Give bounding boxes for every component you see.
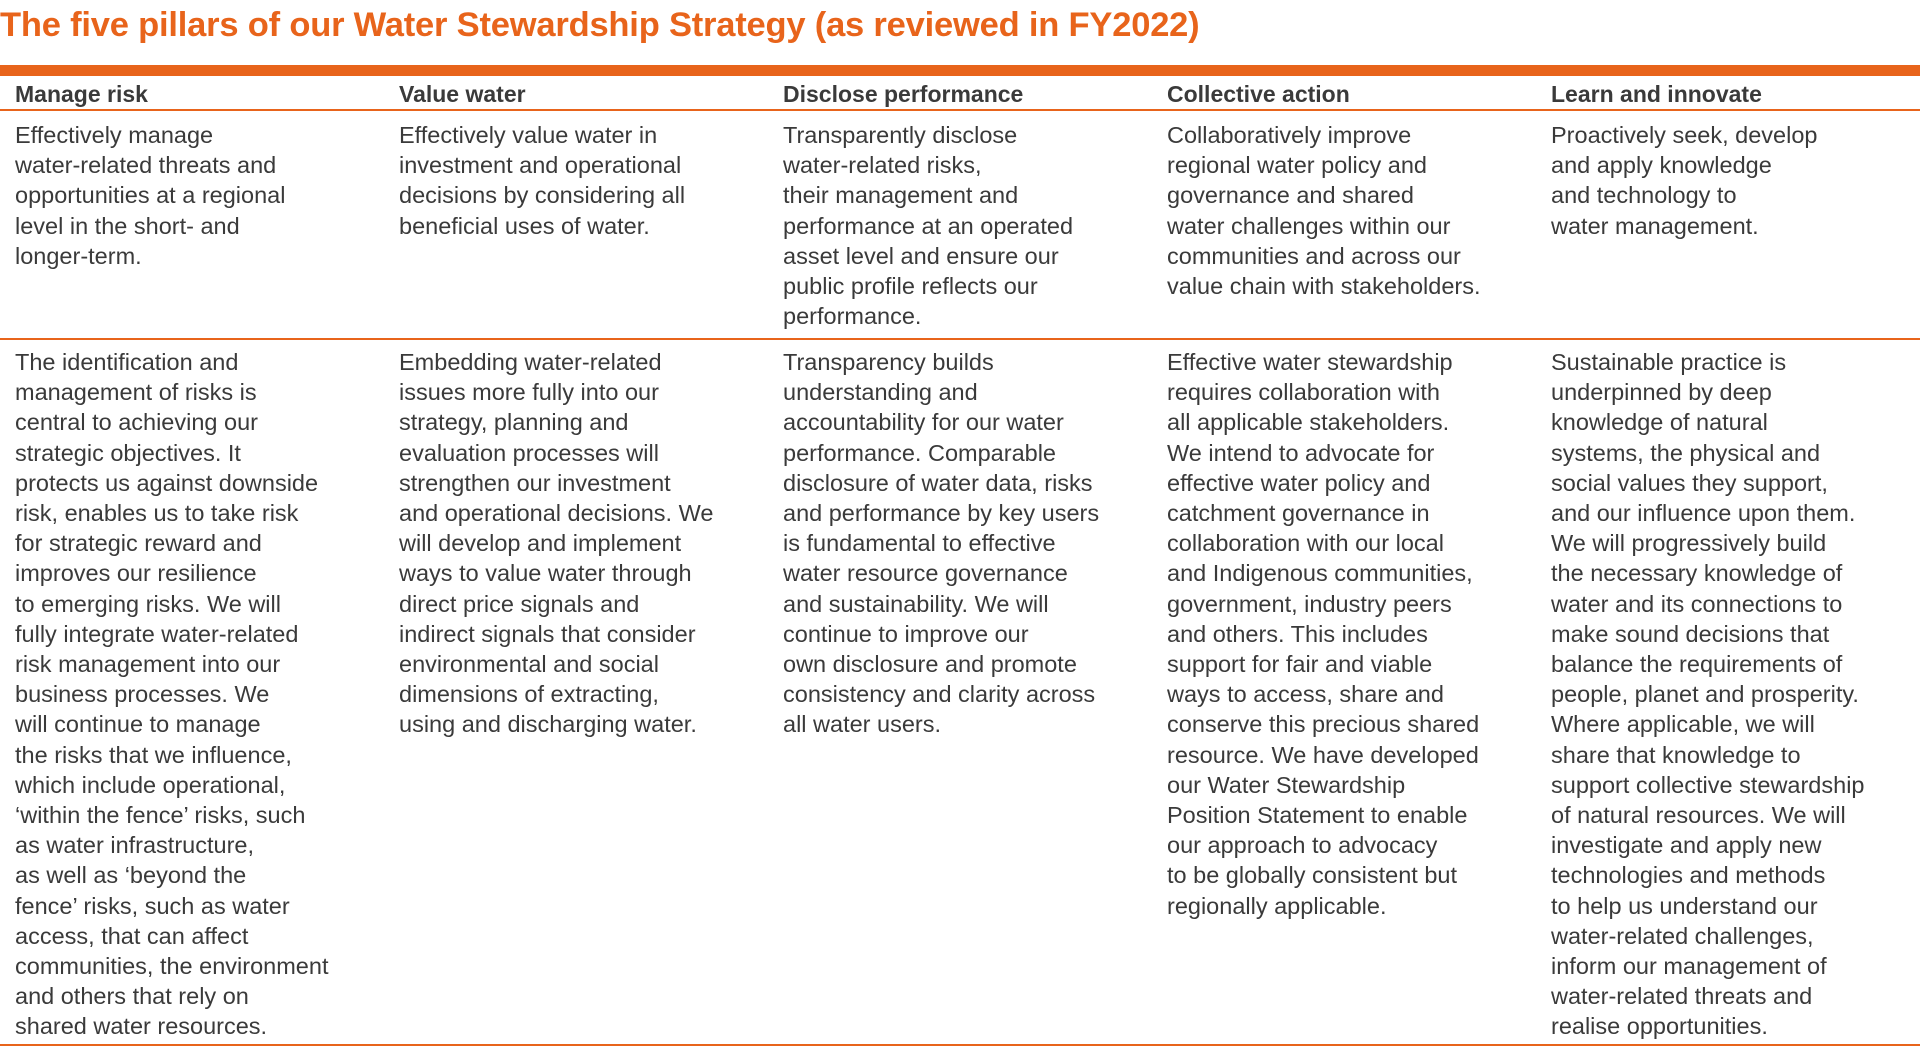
- page-title: The five pillars of our Water Stewardship Strategy (as reviewed in FY2022): [0, 6, 1200, 44]
- pillar-heading: Collective action: [1152, 76, 1536, 111]
- pillar-goal: Transparently disclose water-related risks, their management and performance at an operated asset level and ensure our public profile reflects our performance.: [768, 111, 1152, 340]
- pillar-column-learn-and-innovate: [1536, 76, 1920, 1046]
- title-divider: [0, 65, 1920, 76]
- pillar-column-disclose-performance: [768, 76, 1152, 1046]
- pillar-goal: Effectively manage water-related threats and opportunities at a regional level in the short- and longer-term.: [0, 111, 384, 340]
- pillar-description: The identification and management of risks is central to achieving our strategic objectives. It protects us against downside risk, enables us to take risk for strategic reward and improves our resilience to emerging risks. We will fully integrate water-related risk management into our business processes. We will continue to manage the risks that we influence, which include operational, ‘within the fence’ risks, such as water infrastructure, as well as ‘beyond the fence’ risks, such as water access, that can affect communities, the environment and others that rely on shared water resources.: [0, 340, 384, 1046]
- pillar-description: Embedding water-related issues more fully into our strategy, planning and evaluation processes will strengthen our investment and operational decisions. We will develop and implement ways to value water through direct price signals and indirect signals that consider environmental and social dimensions of extracting, using and discharging water.: [384, 340, 768, 1046]
- pillar-description: Transparency builds understanding and accountability for our water performance. Comparable disclosure of water data, risks and performance by key users is fundamental to effective water resource governance and sustainability. We will continue to improve our own disclosure and promote consistency and clarity across all water users.: [768, 340, 1152, 1046]
- pillar-description: Sustainable practice is underpinned by deep knowledge of natural systems, the physical and social values they support, and our influence upon them. We will progressively build the necessary knowledge of water and its connections to make sound decisions that balance the requirements of people, planet and prosperity. Where applicable, we will share that knowledge to support collective stewardship of natural resources. We will investigate and apply new technologies and methods to help us understand our water-related challenges, inform our management of water-related threats and realise opportunities.: [1536, 340, 1920, 1046]
- pillar-heading: Manage risk: [0, 76, 384, 111]
- pillar-heading: Value water: [384, 76, 768, 111]
- pillar-goal: Collaboratively improve regional water policy and governance and shared water challenges within our communities and across our value chain with stakeholders.: [1152, 111, 1536, 340]
- pillar-column-manage-risk: [0, 76, 384, 1046]
- pillar-goal: Effectively value water in investment and operational decisions by considering all beneficial uses of water.: [384, 111, 768, 340]
- pillar-heading: Disclose performance: [768, 76, 1152, 111]
- pillar-description: Effective water stewardship requires collaboration with all applicable stakeholders. We intend to advocate for effective water policy and catchment governance in collaboration with our local and Indigenous communities, government, industry peers and others. This includes support for fair and viable ways to access, share and conserve this precious shared resource. We have developed our Water Stewardship Position Statement to enable our approach to advocacy to be globally consistent but regionally applicable.: [1152, 340, 1536, 1046]
- pillar-column-collective-action: [1152, 76, 1536, 1046]
- pillars-table: [0, 76, 1920, 1046]
- pillar-column-value-water: [384, 76, 768, 1046]
- pillar-heading: Learn and innovate: [1536, 76, 1920, 111]
- pillar-goal: Proactively seek, develop and apply knowledge and technology to water management.: [1536, 111, 1920, 340]
